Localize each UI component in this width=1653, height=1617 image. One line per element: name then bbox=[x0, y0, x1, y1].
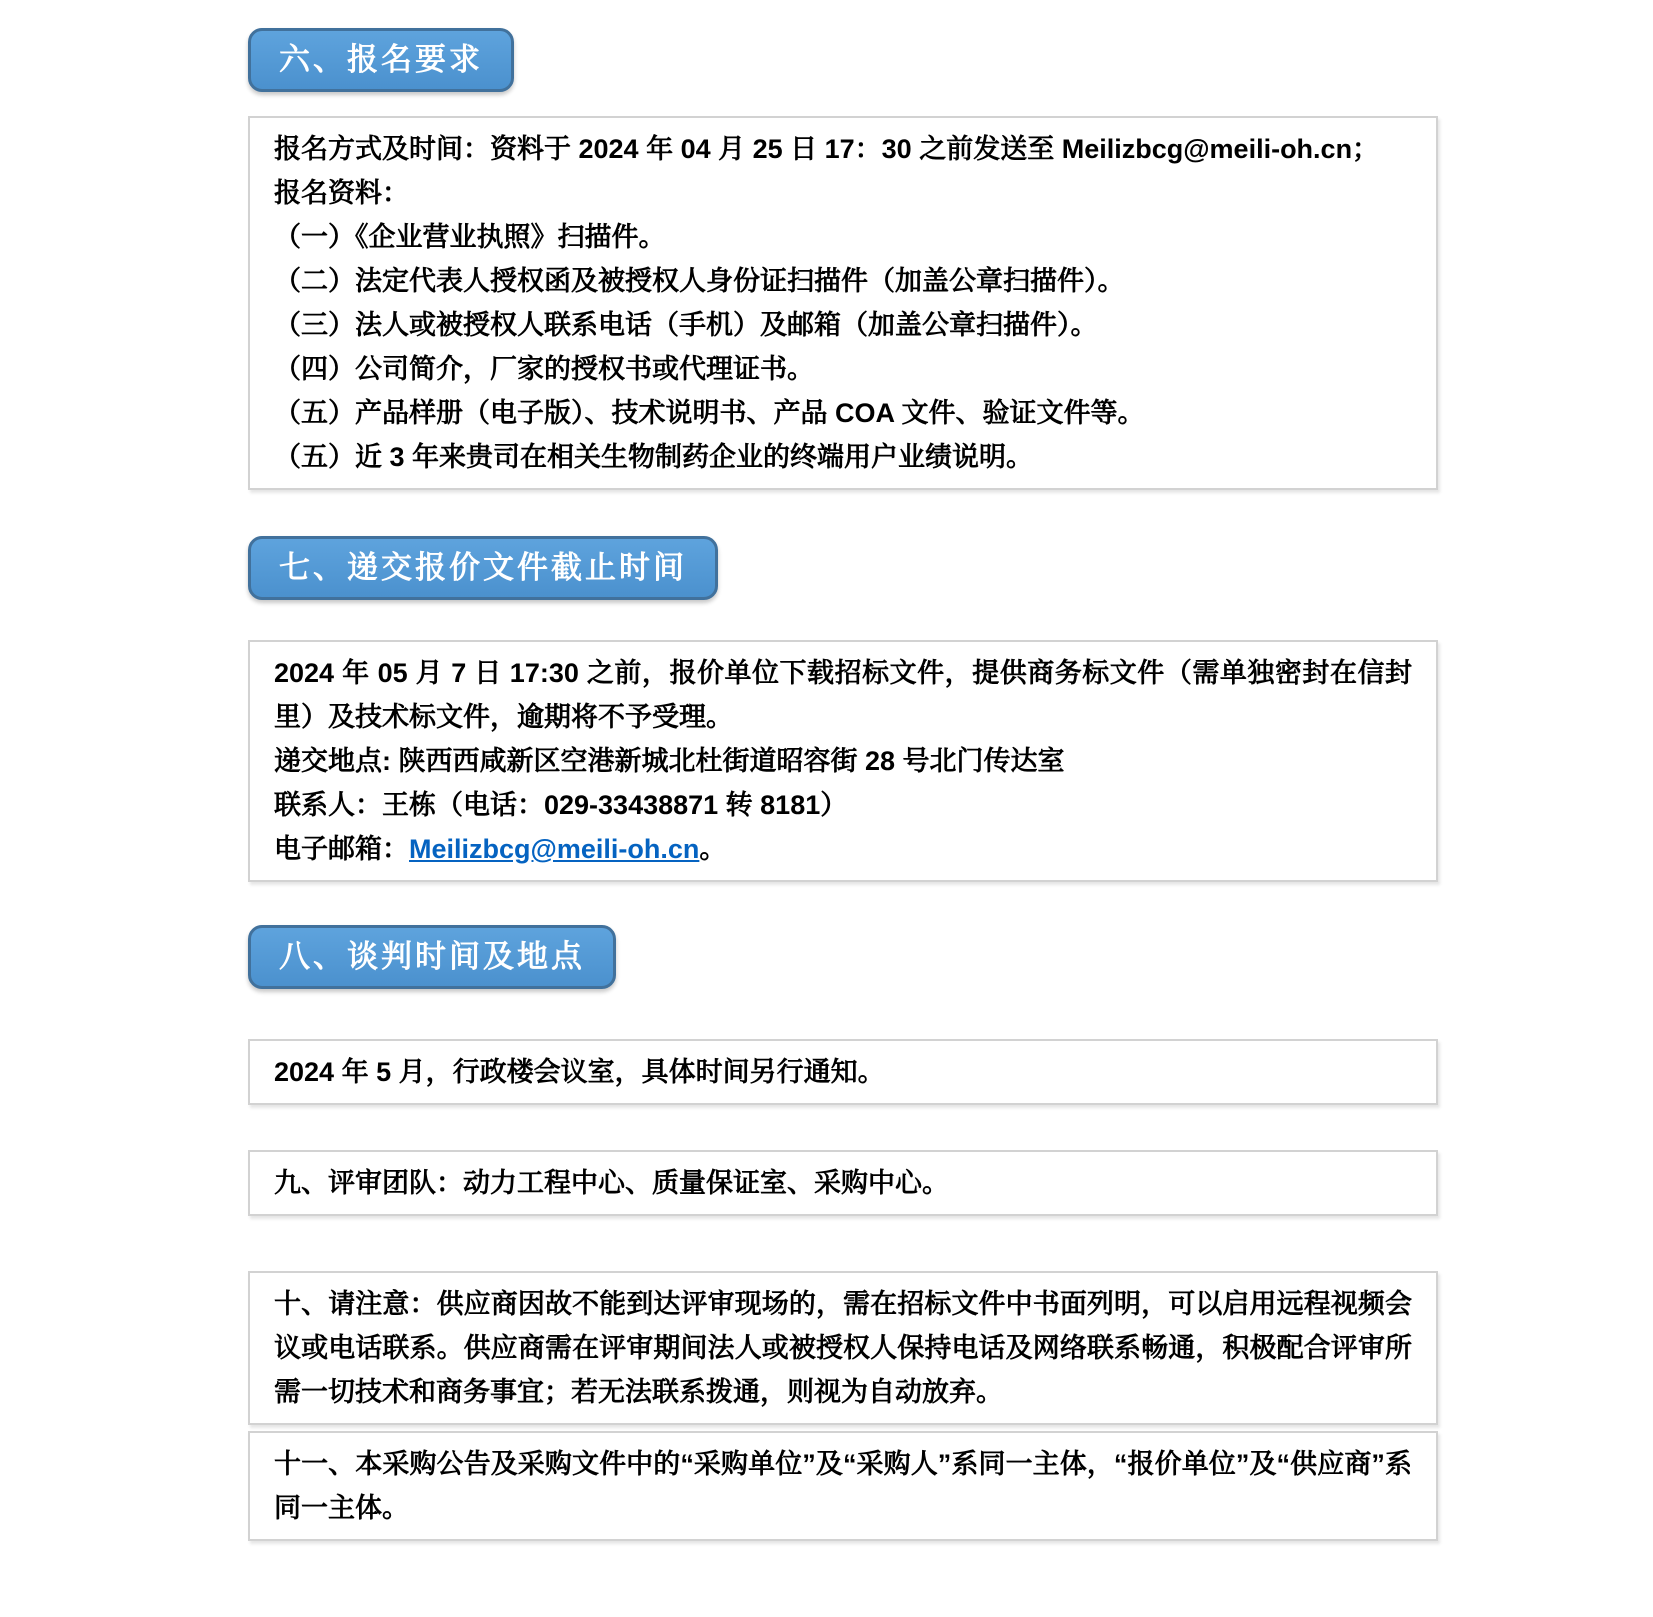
email-line bbox=[274, 827, 1412, 871]
email-suffix: 。 bbox=[699, 834, 727, 864]
registration-method-text: 报名方式及时间：资料于 2024 年 04 月 25 日 17：30 之前发送至 Meilizbcg@meili-oh.cn； bbox=[274, 134, 1380, 164]
document-page bbox=[248, 0, 1438, 1571]
section-6-heading-badge bbox=[248, 28, 514, 92]
submission-location-text: 递交地点: 陕西西咸新区空港新城北杜街道昭容街 28 号北门传达室 bbox=[274, 746, 1065, 776]
registration-materials-label: 报名资料： bbox=[274, 178, 409, 208]
section-11-content-box bbox=[248, 1431, 1438, 1541]
section-8-content-box bbox=[248, 1039, 1438, 1105]
section-9-content-box bbox=[248, 1150, 1438, 1216]
section-10-content-box bbox=[248, 1271, 1438, 1425]
registration-item-4: （四）公司简介，厂家的授权书或代理证书。 bbox=[274, 354, 814, 384]
section-8-heading-badge bbox=[248, 925, 616, 989]
section-6-heading-label: 六、报名要求 bbox=[279, 42, 483, 77]
negotiation-time-text: 2024 年 5 月，行政楼会议室，具体时间另行通知。 bbox=[274, 1057, 885, 1087]
registration-item-1: （一）《企业营业执照》扫描件。 bbox=[274, 222, 666, 252]
section-7-content-box bbox=[248, 640, 1438, 882]
registration-item-3: （三）法人或被授权人联系电话（手机）及邮箱（加盖公章扫描件）。 bbox=[274, 310, 1098, 340]
attention-notice-text: 十、请注意：供应商因故不能到达评审现场的，需在招标文件中书面列明，可以启用远程视频会议或电话联系。供应商需在评审期间法人或被授权人保持电话及网络联系畅通，积极配合评审所需一切技术和商务事宜；若无法联系拨通，则视为自动放弃。 bbox=[274, 1289, 1412, 1407]
section-7-heading-label: 七、递交报价文件截止时间 bbox=[279, 550, 687, 585]
section-6-content-box bbox=[248, 116, 1438, 490]
submission-deadline-text: 2024 年 05 月 7 日 17:30 之前，报价单位下载招标文件，提供商务标文件（需单独密封在信封里）及技术标文件，逾期将不予受理。 bbox=[274, 658, 1412, 732]
review-team-text: 九、评审团队：动力工程中心、质量保证室、采购中心。 bbox=[274, 1168, 949, 1198]
section-8-heading-label: 八、谈判时间及地点 bbox=[279, 939, 585, 974]
email-label: 电子邮箱： bbox=[274, 834, 409, 864]
entity-clarification-text: 十一、本采购公告及采购文件中的“采购单位”及“采购人”系同一主体，“报价单位”及“供应商”系同一主体。 bbox=[274, 1449, 1412, 1523]
registration-item-2: （二）法定代表人授权函及被授权人身份证扫描件（加盖公章扫描件）。 bbox=[274, 266, 1125, 296]
contact-person-text: 联系人：王栋（电话：029-33438871 转 8181） bbox=[274, 790, 848, 820]
email-link[interactable]: Meilizbcg@meili-oh.cn bbox=[409, 834, 700, 864]
section-7-heading-badge bbox=[248, 536, 718, 600]
registration-item-5: （五）产品样册（电子版）、技术说明书、产品 COA 文件、验证文件等。 bbox=[274, 398, 1145, 428]
registration-item-6: （五）近 3 年来贵司在相关生物制药企业的终端用户业绩说明。 bbox=[274, 442, 1034, 472]
